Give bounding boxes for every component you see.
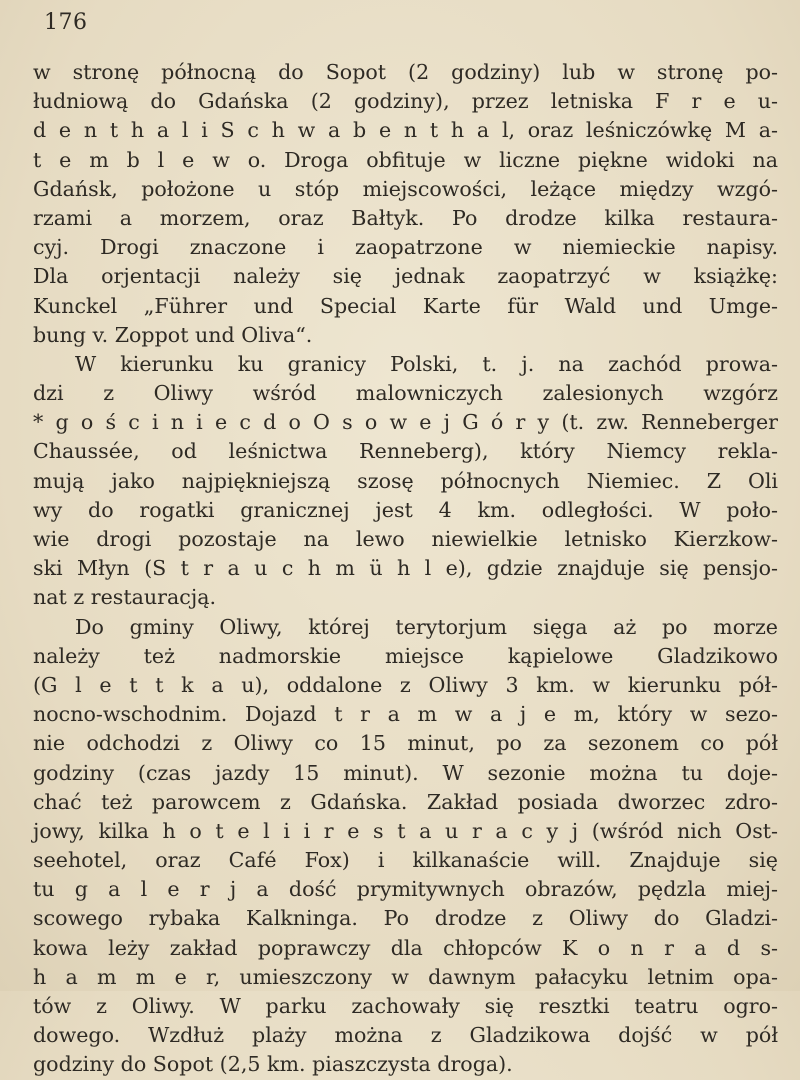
text-line: godziny (czas jazdy 15 minut). W sezonie można tu doje- bbox=[33, 760, 778, 785]
text-line: tu g a l e r j a dość prymitywnych obrazów, pędzla miej- bbox=[33, 877, 778, 902]
text-line: jowy, kilka h o t e l i i r e s t a u r a c y j (wśród nich Ost- bbox=[33, 818, 778, 843]
text-line: nat z restauracją. bbox=[33, 585, 217, 610]
text-line: Dla orjentacji należy się jednak zaopatrzyć w książkę: bbox=[33, 264, 778, 289]
text-line: Kunckel „Führer und Special Karte für Wald und Umge- bbox=[33, 293, 778, 318]
text-line: * g o ś c i n i e c d o O s o w e j G ó r y (t. zw. Renneberger bbox=[33, 410, 778, 435]
text-line: t e m b l e w o. Droga obfituje w liczne piękne widoki na bbox=[33, 147, 778, 172]
text-line: cyj. Drogi znaczone i zaopatrzone w niemieckie napisy. bbox=[33, 235, 778, 260]
body-text bbox=[33, 58, 778, 1080]
text-line: (G l e t t k a u), oddalone z Oliwy 3 km. w kierunku pół- bbox=[33, 672, 778, 697]
text-line: kowa leży zakład poprawczy dla chłopców K o n r a d s- bbox=[33, 935, 778, 960]
text-line: nocno-wschodnim. Dojazd t r a m w a j e m, który w sezo- bbox=[33, 702, 778, 727]
text-line: dzi z Oliwy wśród malowniczych zalesionych wzgórz bbox=[33, 381, 778, 406]
text-line: łudniową do Gdańska (2 godziny), przez letniska F r e u- bbox=[33, 89, 778, 114]
text-line: h a m m e r, umieszczony w dawnym pałacyku letnim opa- bbox=[33, 964, 778, 989]
text-line: nie odchodzi z Oliwy co 15 minut, po za sezonem co pół bbox=[33, 731, 778, 756]
text-line: bung v. Zoppot und Oliva“. bbox=[33, 322, 313, 347]
text-line: tów z Oliwy. W parku zachowały się resztki teatru ogro- bbox=[33, 994, 778, 1018]
text-line: chać też parowcem z Gdańska. Zakład posiada dworzec zdro- bbox=[33, 789, 778, 814]
text-line: mują jako najpiękniejszą szosę północnych Niemiec. Z Oli bbox=[33, 468, 778, 493]
text-line: wy do rogatki granicznej jest 4 km. odległości. W poło- bbox=[33, 497, 778, 522]
text-line: seehotel, oraz Café Fox) i kilkanaście will. Znajduje się bbox=[33, 848, 778, 873]
text-line: godziny do Sopot (2,5 km. piaszczysta droga). bbox=[33, 1052, 513, 1077]
text-line: scowego rybaka Kalkninga. Po drodze z Oliwy do Gladzi- bbox=[33, 906, 778, 931]
text-line: d e n t h a l i S c h w a b e n t h a l, oraz leśniczówkę M a- bbox=[33, 118, 778, 143]
text-line: dowego. Wzdłuż plaży można z Gladzikowa dojść w pół bbox=[33, 1023, 778, 1048]
text-line: W kierunku ku granicy Polski, t. j. na zachód prowa- bbox=[75, 351, 778, 376]
text-line: Gdańsk, położone u stóp miejscowości, leżące między wzgó- bbox=[33, 176, 778, 201]
text-line: ski Młyn (S t r a u c h m ü h l e), gdzie znajduje się pensjo- bbox=[33, 556, 778, 581]
text-line: Do gminy Oliwy, której terytorjum sięga aż po morze bbox=[75, 614, 778, 639]
text-line: należy też nadmorskie miejsce kąpielowe Gladzikowo bbox=[33, 643, 778, 668]
page-number: 176 bbox=[44, 10, 88, 35]
text-line: rzami a morzem, oraz Bałtyk. Po drodze kilka restaura- bbox=[33, 205, 778, 230]
text-line: w stronę północną do Sopot (2 godziny) lub w stronę po- bbox=[33, 60, 778, 84]
text-line: wie drogi pozostaje na lewo niewielkie letnisko Kierzkow- bbox=[33, 527, 778, 551]
text-line: Chaussée, od leśnictwa Renneberg), który Niemcy rekla- bbox=[33, 439, 778, 464]
